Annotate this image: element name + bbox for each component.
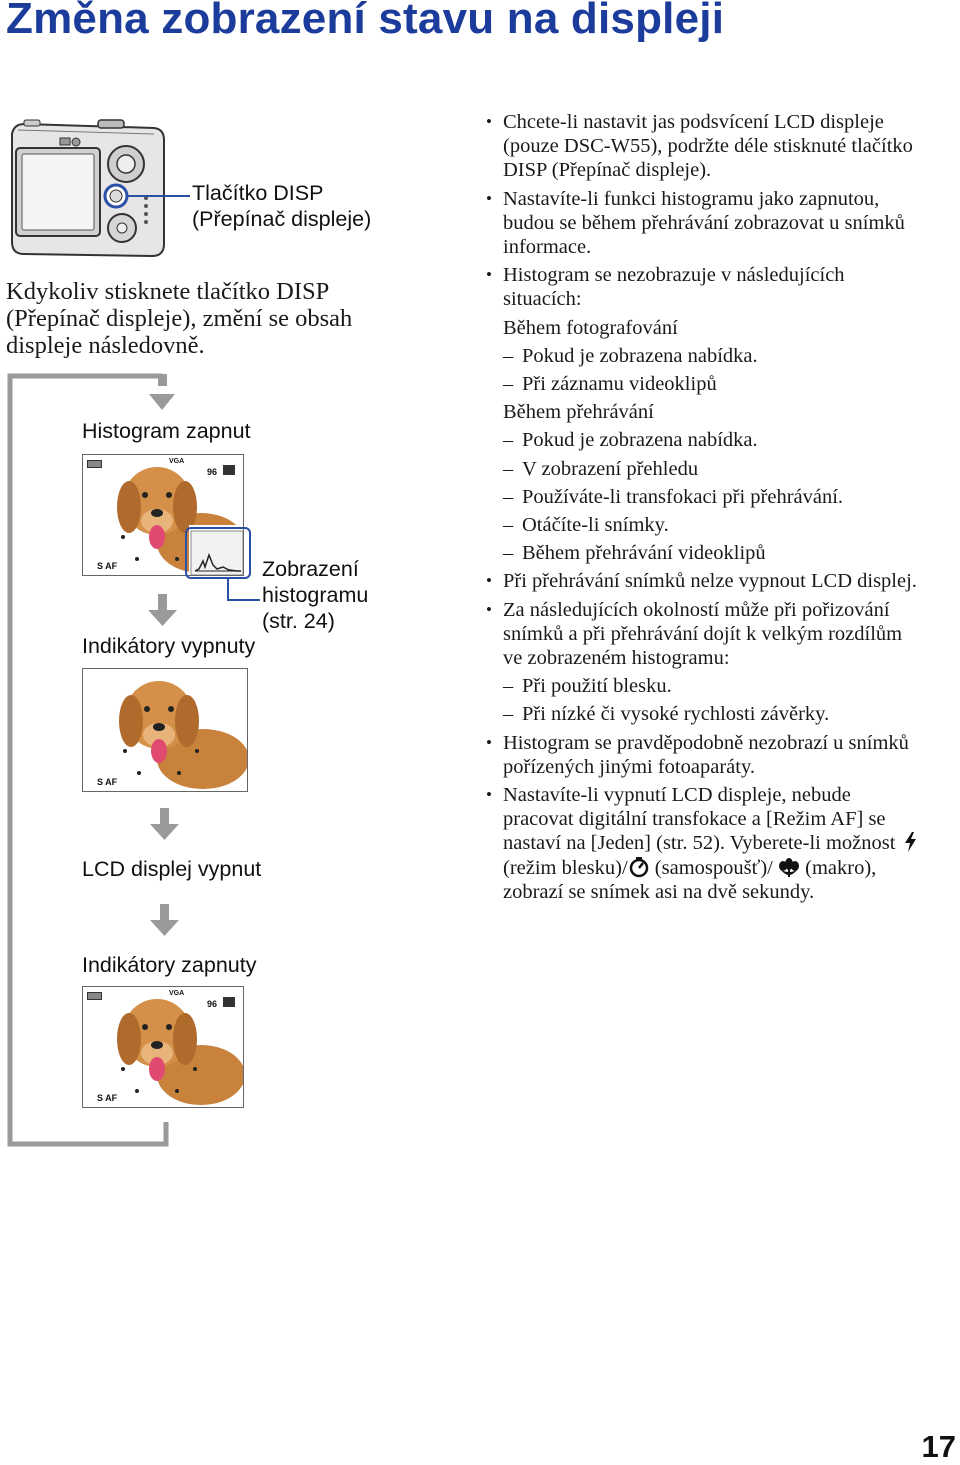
dog-photo-2 (83, 669, 248, 792)
note-last-part1: Nastavíte-li vypnutí LCD displeje, nebude pracovat digitální transfokace a [Režim AF] se nastaví na [Jeden] (str. 52). Vyberete-li možnost (503, 784, 896, 855)
note-item-bullet: • Za následujících okolností může při pořizování snímků a při přehrávání dojít k velkým rozdílům ve zobrazeném histogramu: (486, 598, 926, 671)
note-item-dash: – Pokud je zobrazena nabídka. (486, 428, 926, 452)
note-item-bullet: • Při přehrávání snímků nelze vypnout LCD displej. (486, 569, 926, 593)
disp-callout-line1: Tlačítko DISP (192, 181, 324, 205)
shots-remaining-3: 96 (207, 999, 218, 1009)
step-indicators-on: Indikátory zapnuty (82, 953, 257, 977)
disp-leader-line (120, 148, 190, 178)
shots-remaining: 96 (207, 467, 218, 477)
note-item-dash: – Pokud je zobrazena nabídka. (486, 344, 926, 368)
note-item-bullet: • Nastavíte-li funkci histogramu jako zapnutou, budou se během přehrávání zobrazovat u snímků informace. (486, 187, 926, 260)
disp-button-callout (192, 180, 371, 232)
step-indicators-off: Indikátory vypnuty (82, 634, 256, 658)
memory-card-icon (223, 465, 235, 475)
self-timer-icon (628, 856, 650, 878)
note-item-dash: – Při použití blesku. (486, 674, 926, 698)
af-indicator: S AF (97, 561, 118, 571)
note-item-dash: – Otáčíte-li snímky. (486, 513, 926, 537)
notes-list (486, 110, 926, 779)
step-histogram-on: Histogram zapnut (82, 419, 251, 443)
note-item-plain: Během přehrávání (503, 401, 654, 424)
battery-icon-3 (87, 992, 102, 1000)
vga-indicator-3: VGA (169, 990, 185, 997)
histogram-callout-line3: (str. 24) (262, 609, 335, 633)
disp-callout-line2: (Přepínač displeje) (192, 207, 372, 231)
note-item-dash: – Při nízké či vysoké rychlosti závěrky. (486, 702, 926, 726)
note-last (486, 783, 926, 904)
note-item-bullet: • Chcete-li nastavit jas podsvícení LCD displeje (pouze DSC-W55), podržte déle stisknuté tlačítko DISP (Přepínač displeje). (486, 110, 926, 183)
camera-illustration (4, 118, 190, 266)
step-lcd-off: LCD displej vypnut (82, 857, 262, 881)
note-last-part2: (režim blesku)/ (503, 856, 628, 879)
page-number: 17 (921, 1429, 956, 1464)
flash-icon (901, 831, 921, 853)
note-last-part3: (samospoušť)/ (654, 856, 773, 879)
screen-indicators-on (82, 986, 244, 1108)
flow-top-stub (156, 366, 170, 386)
vga-indicator: VGA (169, 458, 185, 465)
note-item-dash: – V zobrazení přehledu (486, 457, 926, 481)
af-indicator-3: S AF (97, 1093, 118, 1103)
screen-indicators-off (82, 668, 248, 792)
histogram-leader (180, 520, 260, 604)
note-item-plain: Během fotografování (503, 316, 678, 339)
histogram-callout-line1: Zobrazení (262, 557, 359, 581)
note-last-part4: (makro), zobrazí se snímek asi na dvě sekundy. (503, 856, 877, 903)
page-title: Změna zobrazení stavu na displeji (6, 0, 725, 43)
macro-icon (778, 856, 800, 878)
note-item-dash: – Při záznamu videoklipů (486, 372, 926, 396)
notes-column (486, 106, 926, 904)
af-indicator-2: S AF (97, 777, 118, 787)
intro-text: Kdykoliv stisknete tlačítko DISP (Přepínač displeje), změní se obsah displeje následovně. (6, 278, 353, 359)
note-item-bullet: • Histogram se pravděpodobně nezobrazí u snímků pořízených jinými fotoaparáty. (486, 731, 926, 779)
note-item-dash: – Používáte-li transfokaci při přehrávání. (486, 485, 926, 509)
histogram-callout-line2: histogramu (262, 583, 369, 607)
note-item-dash: – Během přehrávání videoklipů (486, 541, 926, 565)
dog-photo-3 (83, 987, 244, 1108)
memory-card-icon-3 (223, 997, 235, 1007)
note-item-bullet: • Histogram se nezobrazuje v následujících situacích: (486, 263, 926, 311)
battery-icon (87, 460, 102, 468)
histogram-callout (262, 556, 368, 634)
